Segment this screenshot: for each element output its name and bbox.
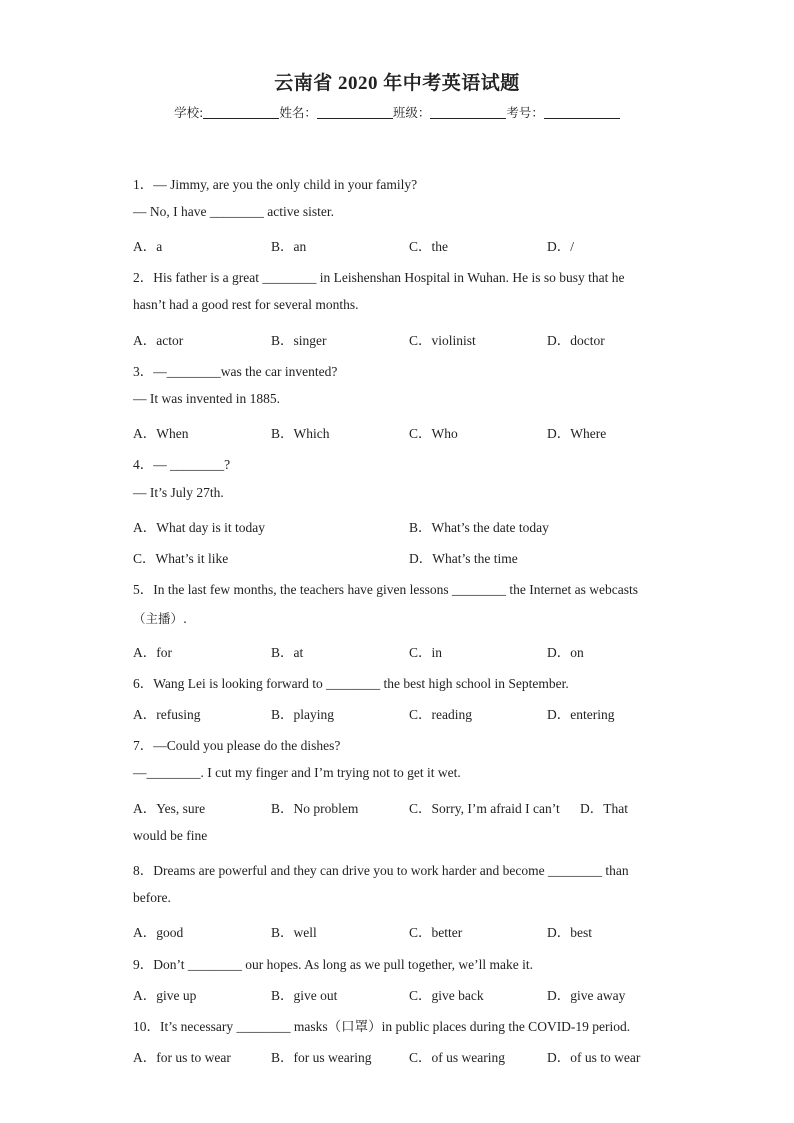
option[interactable]: D．on [547,645,584,660]
option[interactable]: B．What’s the date today [409,520,549,535]
question-line: — It’s July 27th. [133,485,224,500]
option[interactable]: A．What day is it today [133,520,265,535]
question-line: 1．— Jimmy, are you the only child in your family? [133,177,418,192]
option[interactable]: A．actor [133,333,184,348]
question-line: 2．His father is a great ________ in Leishenshan Hospital in Wuhan. He is so busy that he [133,270,625,285]
option[interactable]: B．playing [271,707,334,722]
student-info-row [0,103,794,121]
option[interactable]: B．well [271,925,317,940]
question-line: 10．It’s necessary ________ masks（口罩）in public places during the COVID-19 period. [133,1019,631,1034]
question-line: （主播）. [133,611,187,626]
option[interactable]: B．give out [271,988,338,1003]
exam-no-blank[interactable] [544,104,620,119]
option[interactable]: D．That [580,801,628,816]
class-label: 班级： [392,105,431,120]
option[interactable]: D．Where [547,426,607,441]
option-continuation[interactable]: would be fine [133,828,208,843]
option[interactable]: D．doctor [547,333,605,348]
option[interactable]: A．refusing [133,707,201,722]
option[interactable]: D．best [547,925,592,940]
option[interactable]: B．at [271,645,304,660]
option[interactable]: D．give away [547,988,626,1003]
option[interactable]: A．When [133,426,189,441]
name-label: 姓名： [279,105,317,120]
option[interactable]: B．for us wearing [271,1050,372,1065]
option[interactable]: A．a [133,239,163,254]
question-line: 8．Dreams are powerful and they can drive you to work harder and become ________ than [133,863,629,878]
school-label: 学校: [174,105,204,120]
school-blank[interactable] [203,104,279,119]
question-line: — It was invented in 1885. [133,391,280,406]
question-line: 5．In the last few months, the teachers have given lessons ________ the Internet as webcasts [133,582,638,597]
question-line: 3．—________was the car invented? [133,364,338,379]
question-line: before. [133,890,171,905]
option[interactable]: C．Who [409,426,458,441]
option[interactable]: C．the [409,239,448,254]
name-blank[interactable] [317,104,393,119]
option[interactable]: D．What’s the time [409,551,518,566]
question-line: —________. I cut my finger and I’m trying not to get it wet. [133,765,461,780]
option[interactable]: D．/ [547,239,574,254]
option[interactable]: A．good [133,925,184,940]
exam-no-label: 考号： [506,105,544,120]
option[interactable]: D．entering [547,707,615,722]
question-line: hasn’t had a good rest for several months. [133,297,359,312]
question-line: 6．Wang Lei is looking forward to ________ the best high school in September. [133,676,569,691]
option[interactable]: D．of us to wear [547,1050,641,1065]
question-line: 9．Don’t ________ our hopes. As long as we pull together, we’ll make it. [133,957,534,972]
option[interactable]: C．better [409,925,463,940]
question-line: — No, I have ________ active sister. [133,204,334,219]
option[interactable]: B．an [271,239,307,254]
option[interactable]: C．reading [409,707,472,722]
option[interactable]: C．in [409,645,443,660]
option[interactable]: A．Yes, sure [133,801,206,816]
question-line: 4．— ________? [133,457,231,472]
question-line: 7．—Could you please do the dishes? [133,738,341,753]
option[interactable]: C．give back [409,988,484,1003]
option[interactable]: A．give up [133,988,197,1003]
option[interactable]: A．for us to wear [133,1050,231,1065]
option[interactable]: A．for [133,645,172,660]
option[interactable]: C．What’s it like [133,551,229,566]
option[interactable]: B．Which [271,426,330,441]
option[interactable]: C．violinist [409,333,476,348]
option[interactable]: B．singer [271,333,327,348]
class-blank[interactable] [430,104,506,119]
exam-title: 云南省 2020 年中考英语试题 [274,73,520,94]
option[interactable]: B．No problem [271,801,359,816]
option[interactable]: C．of us wearing [409,1050,505,1065]
option[interactable]: C．Sorry, I’m afraid I can’t [409,801,560,816]
